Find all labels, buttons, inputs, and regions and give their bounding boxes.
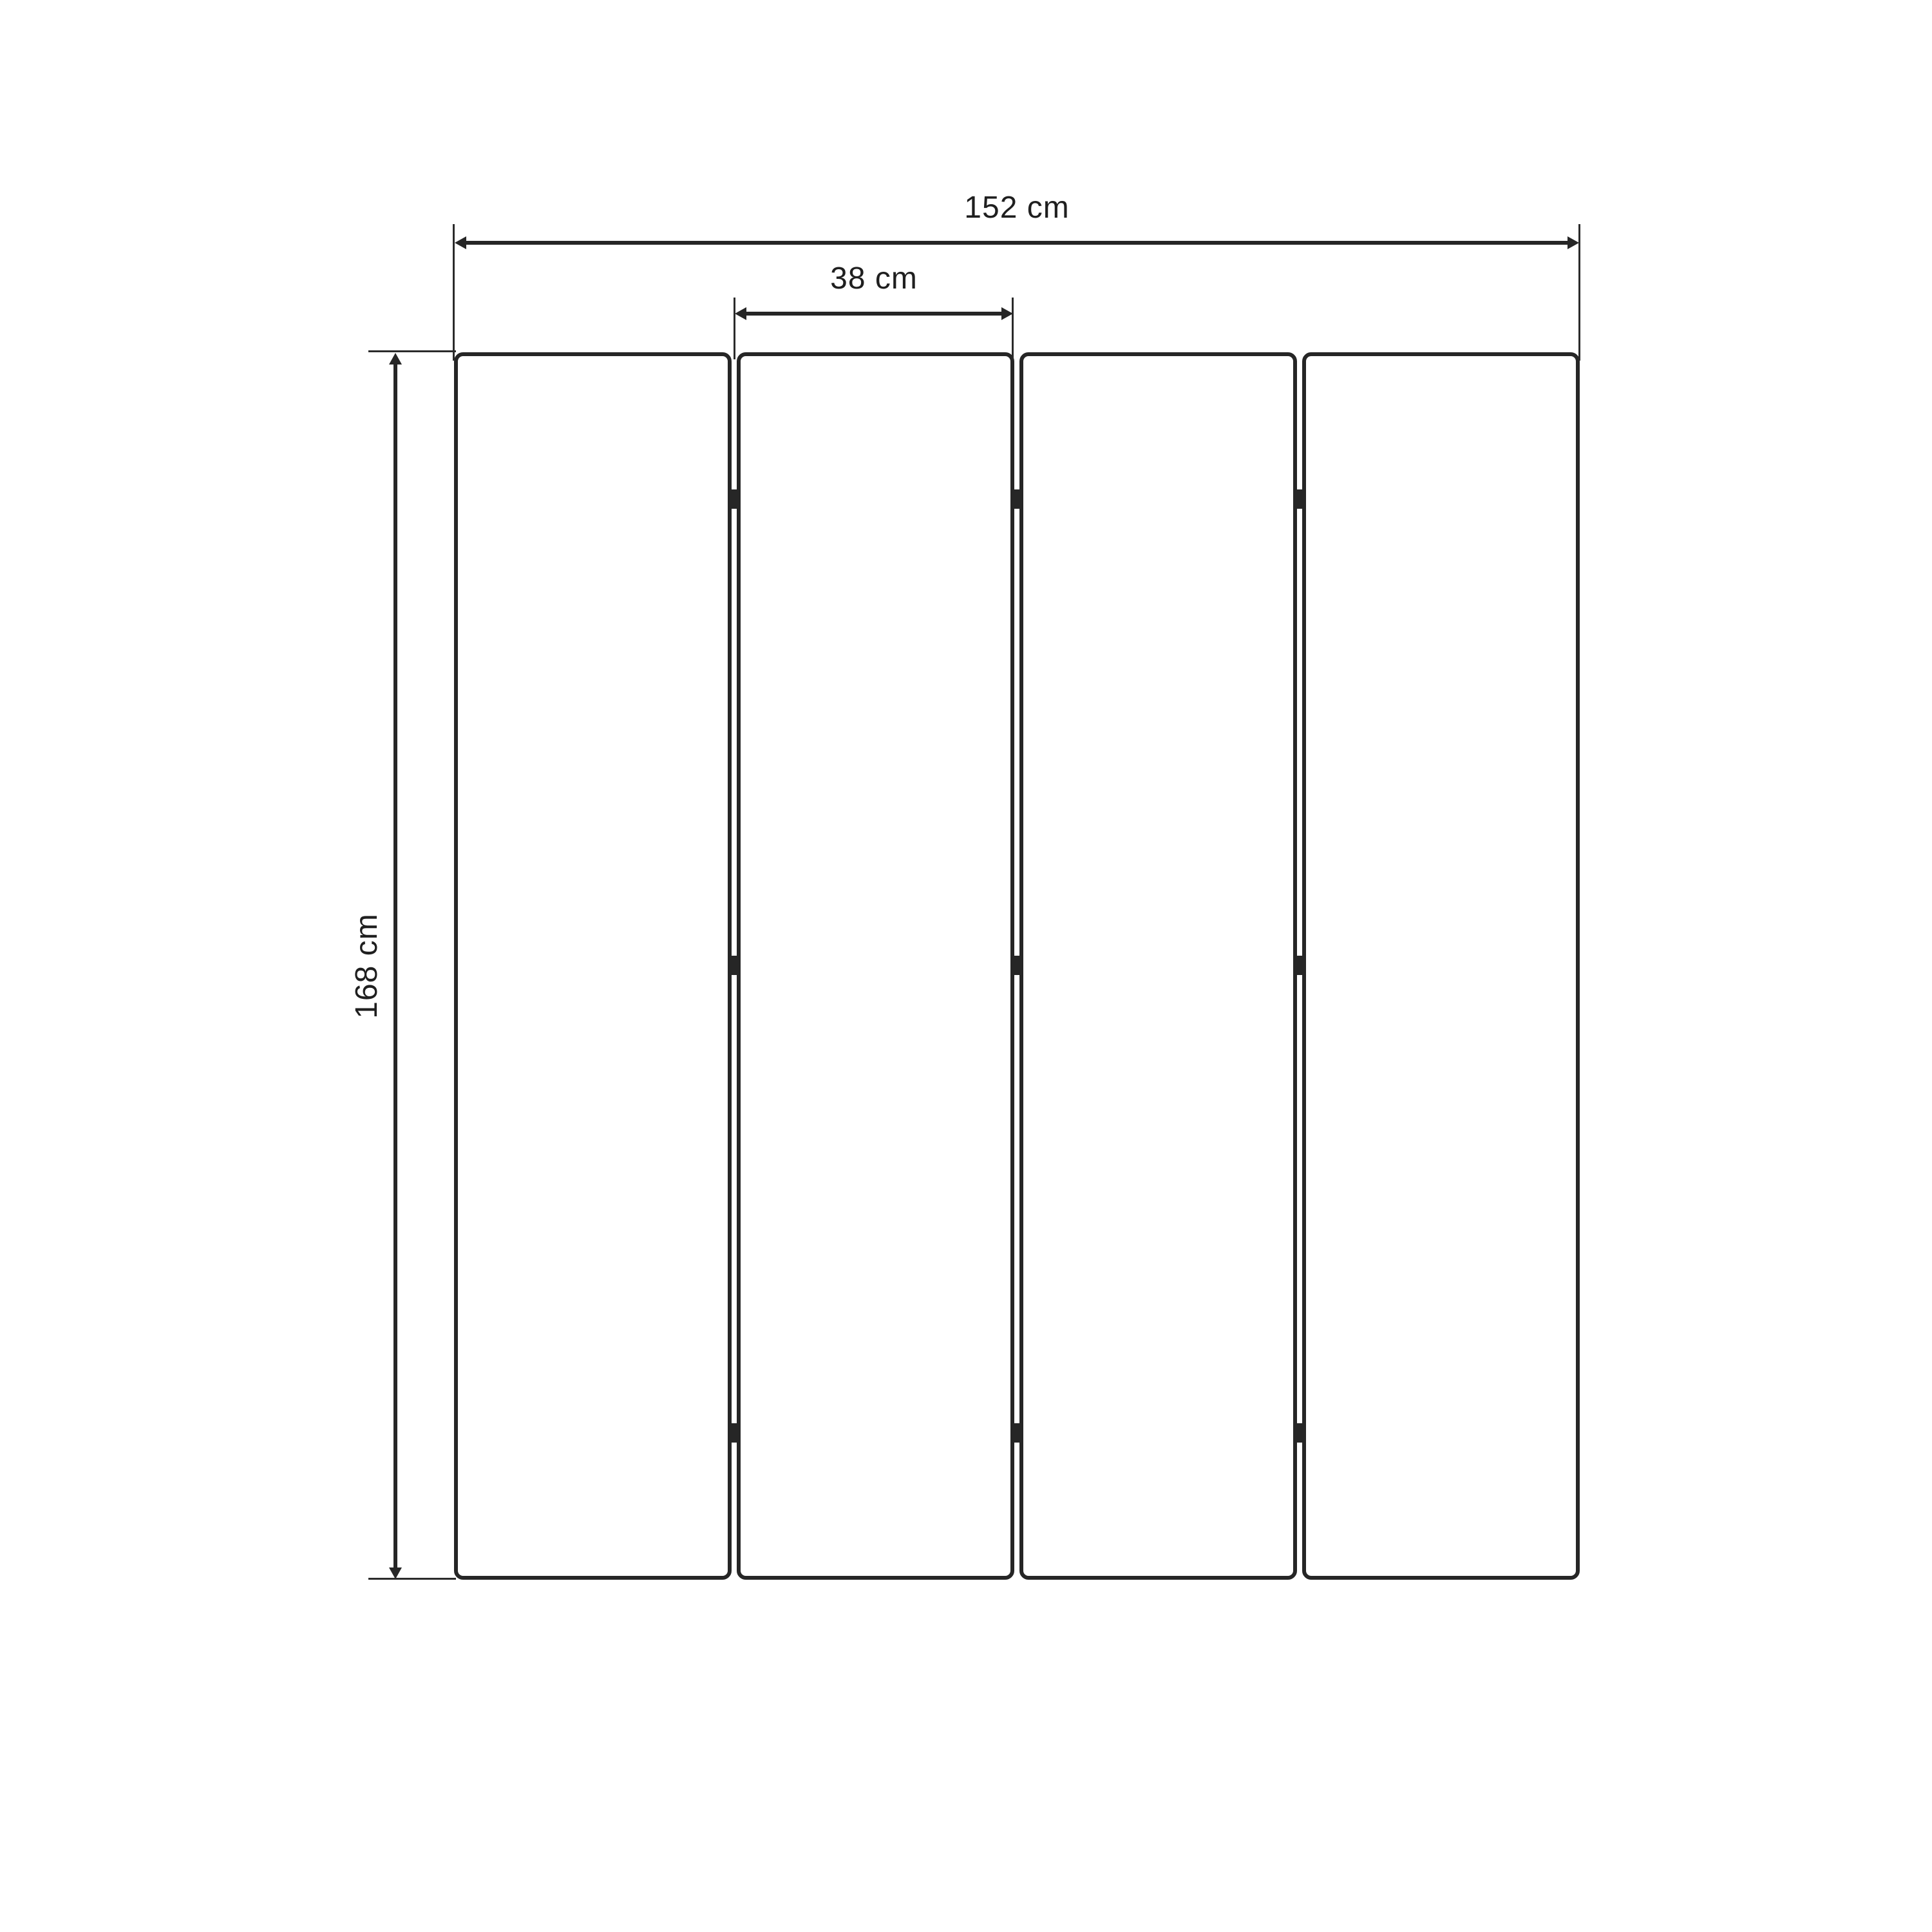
- hinge: [728, 1423, 740, 1443]
- dimension-line-total-width: [459, 241, 1575, 245]
- total-width-label: 152 cm: [964, 191, 1070, 225]
- arrowhead-left-icon: [455, 236, 466, 249]
- hinge: [1011, 956, 1023, 975]
- arrowhead-left-icon: [735, 307, 746, 320]
- hinge: [1294, 1423, 1305, 1443]
- panel-1: [454, 352, 732, 1580]
- arrowhead-right-icon: [1567, 236, 1579, 249]
- height-label: 168 cm: [350, 913, 384, 1019]
- dimension-line-panel-width: [741, 312, 1007, 316]
- hinge: [728, 489, 740, 509]
- panel-width-label: 38 cm: [830, 261, 918, 296]
- arrowhead-right-icon: [1001, 307, 1013, 320]
- hinge: [1011, 489, 1023, 509]
- hinge: [1011, 1423, 1023, 1443]
- extension-line-height-bottom: [368, 1578, 456, 1580]
- panel-4: [1302, 352, 1580, 1580]
- panel-2: [737, 352, 1014, 1580]
- dimension-line-height: [393, 359, 397, 1573]
- extension-line-height-top: [368, 350, 456, 352]
- hinge: [728, 956, 740, 975]
- hinge: [1294, 489, 1305, 509]
- panel-3: [1019, 352, 1297, 1580]
- arrowhead-down-icon: [389, 1567, 402, 1579]
- arrowhead-up-icon: [389, 353, 402, 365]
- hinge: [1294, 956, 1305, 975]
